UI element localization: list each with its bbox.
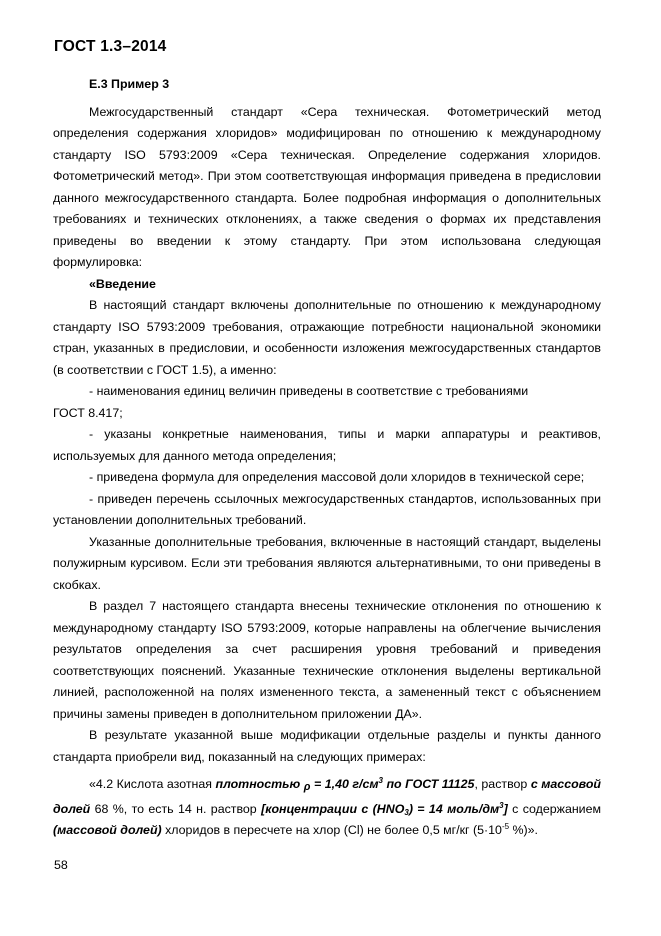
page-number: 58: [54, 858, 68, 872]
paragraph-result: В результате указанной выше модификации отдельные разделы и пункты данного стандарта приобрели вид, показанный на следующих примерах:: [53, 728, 601, 764]
example-bold: (массовой долей): [53, 823, 162, 837]
example-bold: по ГОСТ 11125: [382, 777, 475, 791]
introduction-heading: «Введение: [89, 276, 156, 291]
subscript: 3: [404, 807, 409, 817]
example-text: %)».: [509, 823, 538, 837]
example-bold: плотностью: [215, 777, 304, 791]
list-item-references: - приведен перечень ссылочных межгосударственных стандартов, использованных при установлении дополнительных требований.: [53, 491, 601, 527]
paragraph-deviations: В раздел 7 настоящего стандарта внесены технические отклонения по отношению к международному стандарту ISO 5793:2009, которые направлены на облегчение вычисления результатов определения за счет расширения уровня требований и приведения соответствующих пояснений. Указанные технические отклонения выделены вертикальной линией, расположенной на полях измененного текста, а замененный текст с объяснением причины замены приведен в дополнительном приложении ДА».: [53, 599, 601, 721]
example-text: хлоридов в пересчете на хлор (Cl) не более 0,5 мг/кг (5·10: [161, 823, 502, 837]
list-item-units: - наименования единиц величин приведены в соответствие с требованиями: [89, 384, 529, 398]
list-item-units-cont: ГОСТ 8.417;: [53, 405, 123, 420]
example-bold: = 1,40 г/см: [310, 777, 379, 791]
example-bold: [концентрации с (HNO: [261, 801, 405, 816]
example-bold: ) = 14 моль/дм: [408, 801, 500, 816]
list-item-formula: - приведена формула для определения массовой доли хлоридов в технической сере;: [89, 470, 585, 484]
example-text: 68 %, то есть 14 н. раствор: [90, 801, 262, 816]
example-text: с содержанием: [507, 801, 602, 816]
superscript: 3: [499, 800, 504, 810]
paragraph-additional-requirements: В настоящий стандарт включены дополнительные по отношению к международному стандарту ISO 5793:2009 требования, отражающие потребности национальной экономики стран, указанных в предисловии, и особенности изложения межгосударственных стандартов (в соответствии с ГОСТ 1.5), а именно:: [53, 298, 601, 377]
document-body: [53, 74, 601, 842]
paragraph-highlighting: Указанные дополнительные требования, включенные в настоящий стандарт, выделены полужирным курсивом. Если эти требования являются альтернативными, то они приведены в скобках.: [53, 534, 601, 592]
list-item-apparatus: - указаны конкретные наименования, типы и марки аппаратуры и реактивов, используемых для данного метода определения;: [53, 427, 601, 463]
superscript: -5: [501, 822, 510, 831]
example-paragraph: [53, 774, 601, 842]
paragraph-intro: Межгосударственный стандарт «Сера техническая. Фотометрический метод определения содержания хлоридов» модифицирован по отношению к международному стандарту ISO 5793:2009 «Сера техническая. Определение содержания хлоридов. Фотометрический метод». При этом соответствующая информация приведена в предисловии данного межгосударственного стандарта. Более подробная информация о дополнительных требованиях и технических отклонениях, а также сведения о формах их представления приведены во введении к этому стандарту. При этом использована следующая формулировка:: [53, 104, 601, 269]
example-text: , раствор: [474, 777, 531, 791]
section-title: Е.3 Пример 3: [89, 77, 170, 91]
example-text: «4.2 Кислота азотная: [89, 777, 216, 791]
document-header: ГОСТ 1.3–2014: [54, 38, 167, 55]
rho-symbol: ρ: [303, 781, 311, 793]
superscript: 3: [378, 776, 383, 785]
example-bold: с массовой долей: [53, 777, 601, 816]
example-bold: ]: [503, 801, 508, 816]
